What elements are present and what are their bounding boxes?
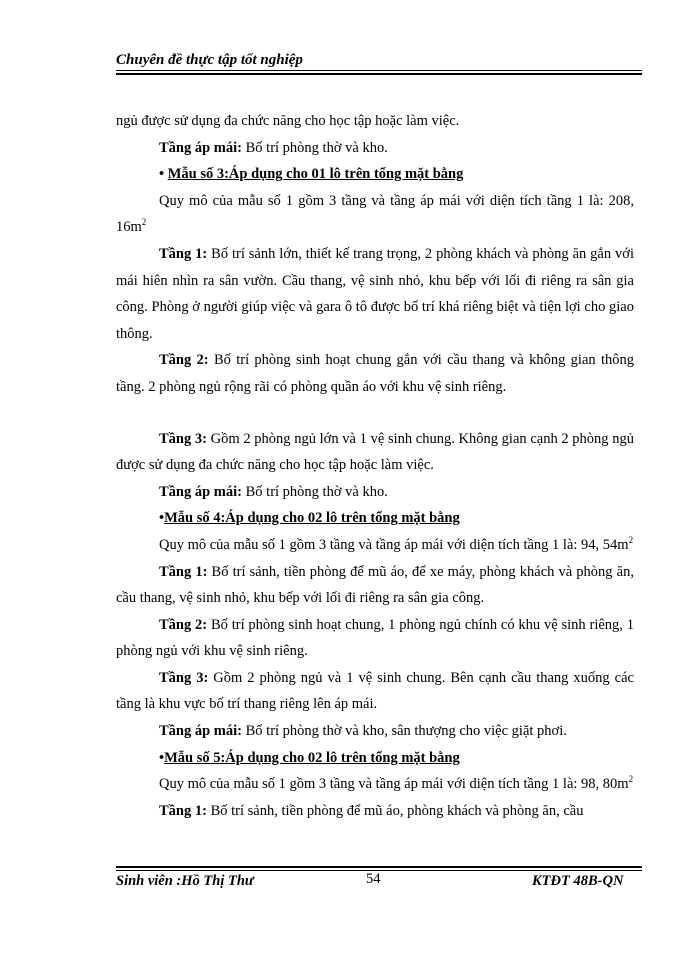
- floor-label: Tầng 2:: [159, 616, 208, 633]
- footer-page-number: 54: [366, 871, 381, 887]
- floor-paragraph: [116, 665, 634, 718]
- paragraph-spacer: [116, 401, 634, 426]
- area-unit-superscript: 2: [628, 535, 634, 546]
- section-heading: [116, 505, 634, 532]
- floor-description: Bố trí sảnh, tiền phòng để mũ áo, phòng khách và phòng ăn, cầu: [206, 802, 584, 819]
- bullet-icon: •: [159, 510, 165, 527]
- floor-label: Tầng 3:: [159, 430, 207, 447]
- area-unit-superscript: 2: [628, 774, 634, 785]
- floor-description: Bố trí phòng sinh hoạt chung gắn với cầu thang và không gian thông tầng. 2 phòng ngủ rộng rãi có phòng quần áo với khu vệ sinh riêng.: [116, 352, 634, 395]
- floor-paragraph: [116, 612, 634, 665]
- bullet-icon: •: [159, 749, 165, 766]
- floor-description: Bố trí phòng sinh hoạt chung, 1 phòng ngủ chính có khu vệ sinh riêng, 1 phòng ngủ với khu vệ sinh riêng.: [116, 616, 634, 660]
- footer-rule-thick: [116, 866, 642, 868]
- area-unit-superscript: 2: [141, 217, 147, 228]
- floor-label: Tầng áp mái:: [159, 723, 242, 740]
- footer-student-name: Sinh viên :Hồ Thị Thư: [116, 873, 254, 889]
- floor-label: Tầng 2:: [159, 352, 209, 369]
- header-rule-thin: [116, 70, 642, 71]
- floor-label: Tầng 3:: [159, 669, 209, 686]
- floor-label: Tầng 1:: [159, 245, 208, 262]
- page-header-title: Chuyên đề thực tập tốt nghiệp: [116, 52, 303, 68]
- floor-label: Tầng 1:: [159, 563, 208, 580]
- paragraph-continuation: [116, 108, 634, 135]
- floor-paragraph: [116, 718, 634, 745]
- floor-paragraph: [116, 241, 634, 347]
- floor-description: Bố trí sảnh, tiền phòng để mũ áo, để xe máy, phòng khách và phòng ăn, cầu thang, vệ sinh nhỏ, khu bếp với lối đi riêng ra sân gia công.: [116, 563, 634, 607]
- floor-description: Bố trí phòng thờ và kho.: [242, 139, 388, 156]
- bullet-icon: •: [159, 166, 168, 183]
- section-heading-text: Mẫu số 4:Áp dụng cho 02 lô trên tổng mặt bằng: [164, 510, 460, 527]
- section-heading: [116, 161, 634, 188]
- document-body: [116, 108, 634, 824]
- floor-paragraph: [116, 135, 634, 162]
- floor-label: Tầng áp mái:: [159, 483, 242, 500]
- floor-paragraph: [116, 559, 634, 612]
- floor-paragraph: [116, 347, 634, 400]
- floor-label: Tầng 1:: [159, 802, 207, 819]
- floor-paragraph: [116, 426, 634, 479]
- scale-paragraph: [116, 532, 634, 559]
- floor-description: Bố trí sảnh lớn, thiết kế trang trọng, 2 phòng khách và phòng ăn gắn với mái hiên nhìn ra sân vườn. Cầu thang, vệ sinh nhỏ, khu bếp với lối đi riêng ra sân gia công. Phòng ở người giúp việc và gara ô tô được bố trí khá riêng biệt và tiện lợi cho giao thông.: [116, 245, 634, 342]
- footer-class-code: KTĐT 48B-QN: [532, 873, 624, 889]
- scale-paragraph: [116, 188, 634, 241]
- paragraph-text: Quy mô của mẫu số 1 gồm 3 tầng và tầng áp mái với diện tích tầng 1 là: 208, 16m: [116, 192, 634, 236]
- paragraph-text: ngủ được sử dụng đa chức năng cho học tập hoặc làm việc.: [116, 113, 460, 129]
- header-rule-thick: [116, 73, 642, 75]
- floor-description: Gồm 2 phòng ngủ và 1 vệ sinh chung. Bên cạnh cầu thang xuống các tầng là khu vực bố trí thang riêng lên áp mái.: [116, 669, 634, 713]
- section-heading: [116, 745, 634, 772]
- floor-paragraph: [116, 479, 634, 506]
- section-heading-text: Mẫu số 5:Áp dụng cho 02 lô trên tổng mặt bằng: [164, 749, 460, 766]
- paragraph-text: Quy mô của mẫu số 1 gồm 3 tầng và tầng áp mái với diện tích tầng 1 là: 94, 54m: [159, 536, 629, 553]
- floor-label: Tầng áp mái:: [159, 139, 242, 156]
- floor-paragraph: [116, 798, 634, 825]
- floor-description: Gồm 2 phòng ngủ lớn và 1 vệ sinh chung. Không gian cạnh 2 phòng ngủ được sử dụng đa chức năng cho học tập hoặc làm việc.: [116, 430, 634, 474]
- section-heading-text: Mẫu số 3:Áp dụng cho 01 lô trên tổng mặt bằng: [167, 166, 464, 183]
- scale-paragraph: [116, 771, 634, 798]
- floor-description: Bố trí phòng thờ và kho.: [242, 483, 388, 500]
- paragraph-text: Quy mô của mẫu số 1 gồm 3 tầng và tầng áp mái với diện tích tầng 1 là: 98, 80m: [159, 776, 629, 793]
- floor-description: Bố trí phòng thờ và kho, sân thượng cho việc giặt phơi.: [242, 723, 567, 740]
